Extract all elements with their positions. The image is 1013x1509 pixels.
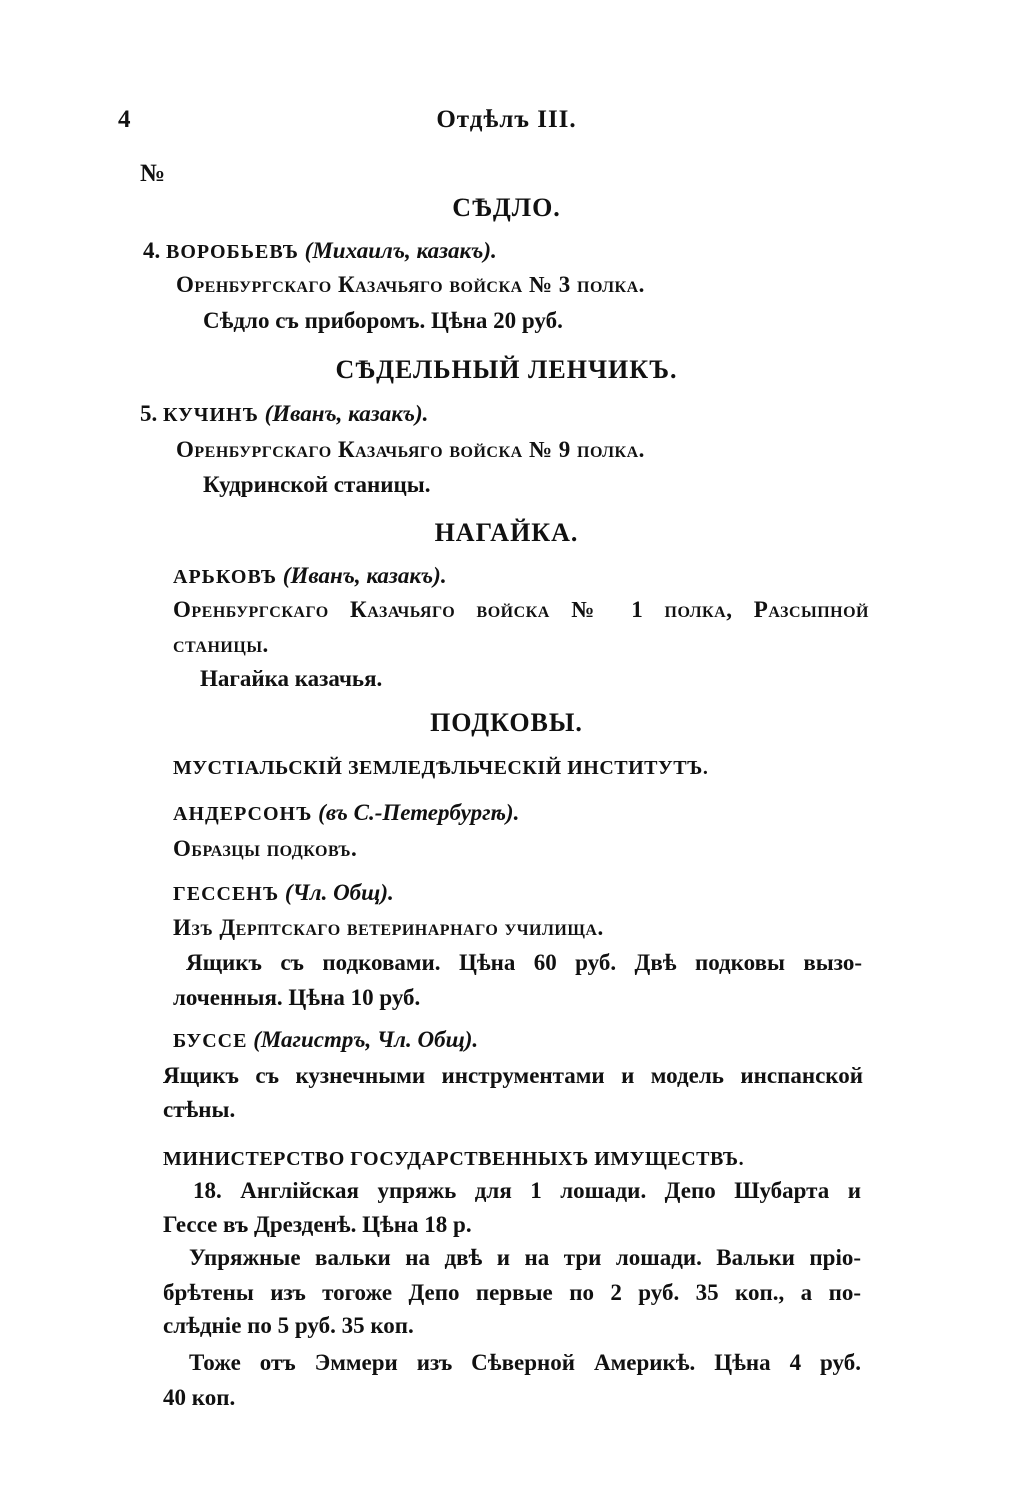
section-heading-whip: НАГАЙКА.: [434, 518, 579, 547]
entry-number: 5.: [140, 401, 158, 426]
running-title: Отдѣлъ III.: [436, 106, 577, 133]
exhibitor-details: (Магистръ, Чл. Общ).: [253, 1027, 479, 1052]
exhibitor-details: (Иванъ, казакъ).: [264, 401, 429, 426]
item-description: Сѣдло съ приборомъ. Цѣна 20 руб.: [203, 308, 563, 333]
paragraph-line: Тоже отъ Эммери изъ Сѣверной Америкѣ. Цѣна 4 руб.: [189, 1350, 861, 1375]
entry-line: [173, 563, 447, 589]
organization-heading: МИНИСТЕРСТВО ГОСУДАРСТВЕННЫХЪ ИМУЩЕСТВЪ.: [163, 1148, 745, 1170]
exhibitor-details: (Михаилъ, казакъ).: [304, 238, 497, 263]
item-description: Ящикъ съ кузнечными инструментами и модель инспанской: [163, 1063, 863, 1088]
paragraph-line: слѣдніе по 5 руб. 35 коп.: [163, 1313, 414, 1338]
exhibitor-name: КУЧИНЪ: [163, 404, 259, 426]
exhibitor-details: (Иванъ, казакъ).: [282, 563, 447, 588]
page-number: 4: [118, 106, 131, 133]
number-column-header: №: [140, 160, 166, 187]
exhibitor-unit: Оренбургскаго Казачьяго войска № 3 полка.: [176, 272, 645, 297]
exhibitor-details: (въ С.-Петербургѣ).: [318, 800, 520, 825]
item-description-cont: лоченныя. Цѣна 10 руб.: [173, 985, 421, 1010]
exhibitor-name: АНДЕРСОНЪ: [173, 803, 313, 825]
section-heading-saddle: СѢДЛО.: [452, 193, 561, 222]
exhibitor-name: БУССЕ: [173, 1030, 248, 1052]
exhibitor-unit: Оренбургскаго Казачьяго войска № 1 полка, Разсыпной: [173, 597, 869, 622]
entry-line: [173, 800, 519, 826]
exhibitor-details: (Чл. Общ).: [284, 880, 394, 905]
exhibitor-unit-cont: станицы.: [173, 632, 269, 657]
exhibitor-name: ВОРОБЬЕВЪ: [166, 241, 299, 263]
entry-number: 4.: [143, 238, 161, 263]
exhibitor-name: ГЕССЕНЪ: [173, 883, 280, 905]
exhibitor-unit: Оренбургскаго Казачьяго войска № 9 полка.: [176, 437, 645, 462]
section-heading-saddle-tree: СѢДЕЛЬНЫЙ ЛЕНЧИКЪ.: [335, 355, 678, 384]
entry-line: [173, 1027, 478, 1053]
paragraph-line: брѣтены изъ тогоже Депо первые по 2 руб. 35 коп., а по-: [163, 1280, 861, 1305]
item-description: Кудринской станицы.: [203, 472, 431, 497]
paragraph-line: 18. Англійская упряжь для 1 лошади. Депо Шубарта и: [193, 1178, 861, 1203]
exhibitor-name: АРЬКОВЪ: [173, 566, 278, 588]
entry-line: [173, 880, 394, 906]
item-description: Ящикъ съ подковами. Цѣна 60 руб. Двѣ подковы вызо-: [186, 950, 862, 975]
exhibitor-unit: Изъ Дерптскаго ветеринарнаго училища.: [173, 915, 604, 940]
item-description: Нагайка казачья.: [200, 666, 383, 691]
entry-line: [143, 238, 497, 264]
section-heading-horseshoes: ПОДКОВЫ.: [430, 708, 583, 737]
paragraph-line: Упряжные вальки на двѣ и на три лошади. Вальки пріо-: [189, 1245, 861, 1270]
organization-heading: МУСТІАЛЬСКІЙ ЗЕМЛЕДѢЛЬЧЕСКІЙ ИНСТИТУТЪ.: [173, 757, 709, 779]
paragraph-line: Гессе въ Дрезденѣ. Цѣна 18 р.: [163, 1212, 472, 1237]
entry-line: [140, 401, 428, 427]
paragraph-line: 40 коп.: [163, 1385, 236, 1410]
item-description-cont: стѣны.: [163, 1097, 236, 1122]
item-description: Образцы подковъ.: [173, 836, 358, 861]
